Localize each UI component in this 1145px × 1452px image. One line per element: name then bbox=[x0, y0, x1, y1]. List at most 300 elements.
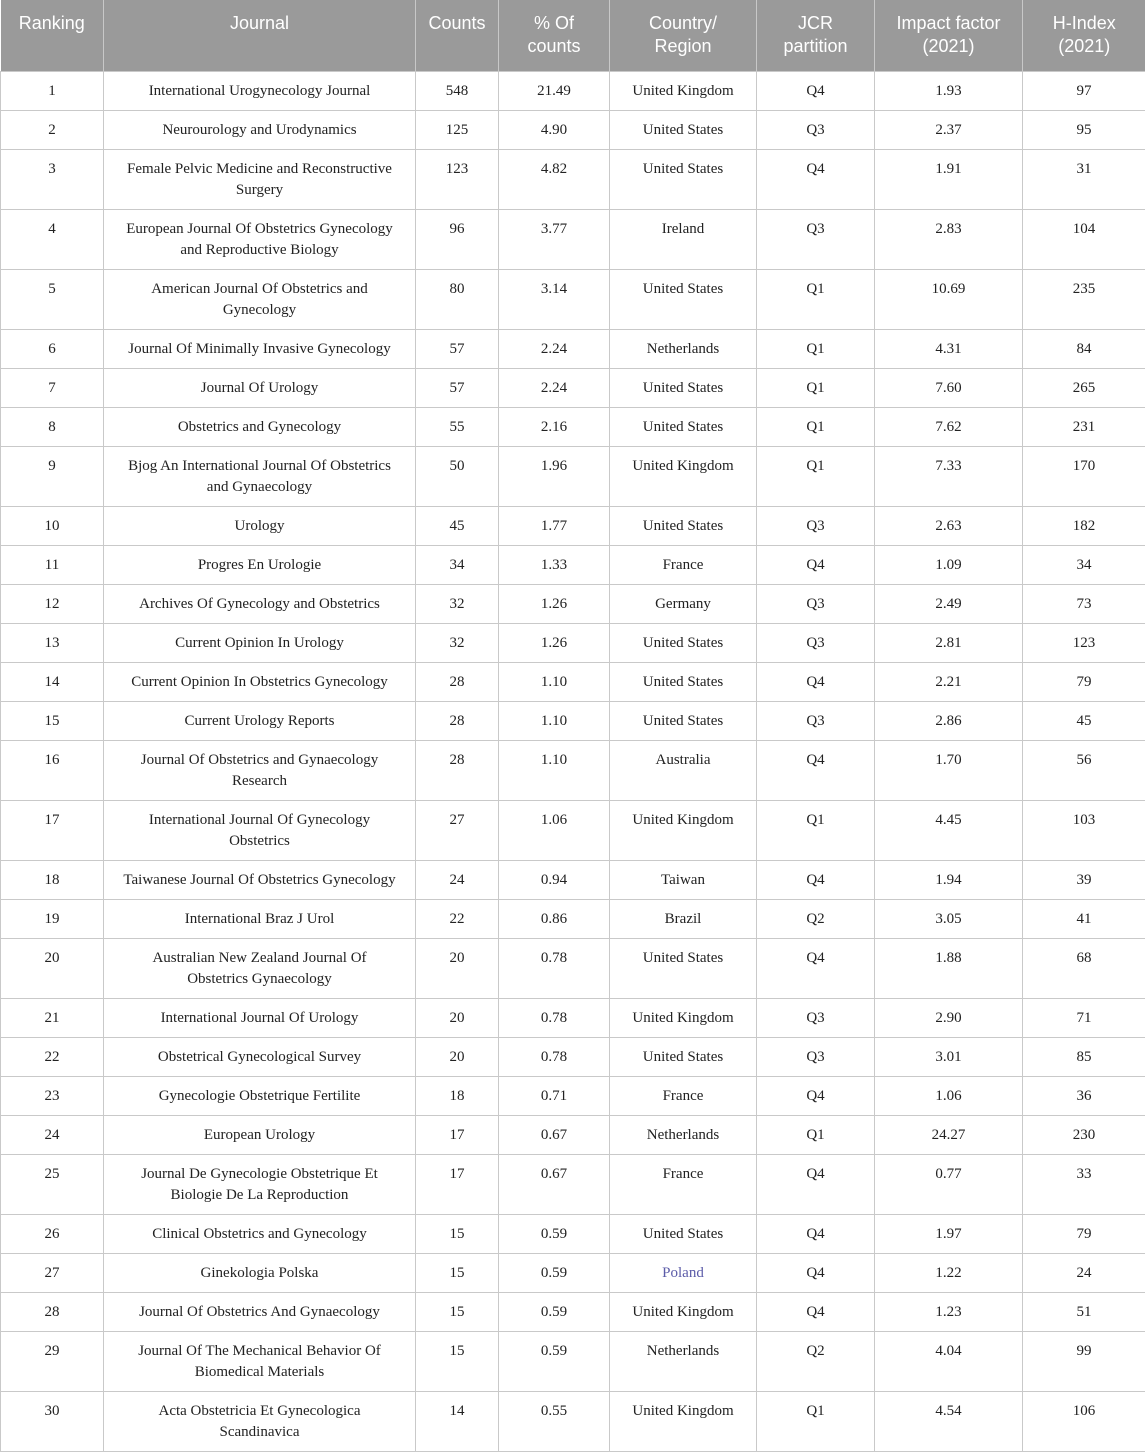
journal-name-line1: Bjog An International Journal Of Obstetrics bbox=[128, 458, 391, 474]
cell-impact-factor: 1.93 bbox=[875, 71, 1023, 110]
cell-ranking: 20 bbox=[1, 938, 104, 998]
table-row bbox=[1, 1037, 1145, 1076]
cell-percent-counts: 4.82 bbox=[499, 149, 610, 209]
journal-name-line1: Journal Of Obstetrics and Gynaecology bbox=[141, 752, 378, 768]
cell-ranking: 8 bbox=[1, 407, 104, 446]
cell-percent-counts: 1.06 bbox=[499, 800, 610, 860]
journal-name-line1: Acta Obstetricia Et Gynecologica bbox=[158, 1403, 360, 1419]
table-row bbox=[1, 71, 1145, 110]
journal-name-line1: Current Urology Reports bbox=[185, 713, 335, 729]
journal-name-line1: Neurourology and Urodynamics bbox=[162, 122, 356, 138]
cell-h-index: 104 bbox=[1023, 209, 1145, 269]
cell-impact-factor: 1.88 bbox=[875, 938, 1023, 998]
cell-impact-factor: 2.81 bbox=[875, 623, 1023, 662]
cell-percent-counts: 0.78 bbox=[499, 938, 610, 998]
cell-journal bbox=[104, 662, 416, 701]
cell-counts: 96 bbox=[416, 209, 499, 269]
header-journal bbox=[104, 0, 416, 71]
cell-ranking: 4 bbox=[1, 209, 104, 269]
cell-ranking: 28 bbox=[1, 1292, 104, 1331]
cell-ranking: 21 bbox=[1, 998, 104, 1037]
header-h-line2: (2021) bbox=[1058, 36, 1110, 56]
journal-name-line1: European Journal Of Obstetrics Gynecology bbox=[126, 221, 393, 237]
journal-name-line2: Biologie De La Reproduction bbox=[171, 1187, 349, 1203]
cell-counts: 15 bbox=[416, 1292, 499, 1331]
cell-journal bbox=[104, 740, 416, 800]
cell-impact-factor: 0.77 bbox=[875, 1154, 1023, 1214]
cell-country: United States bbox=[610, 662, 757, 701]
cell-impact-factor: 7.62 bbox=[875, 407, 1023, 446]
cell-percent-counts: 1.26 bbox=[499, 623, 610, 662]
cell-percent-counts: 0.59 bbox=[499, 1253, 610, 1292]
cell-journal bbox=[104, 1292, 416, 1331]
cell-percent-counts: 21.49 bbox=[499, 71, 610, 110]
cell-ranking: 1 bbox=[1, 71, 104, 110]
cell-journal bbox=[104, 269, 416, 329]
cell-ranking: 14 bbox=[1, 662, 104, 701]
journal-name-line1: Journal De Gynecologie Obstetrique Et bbox=[141, 1166, 378, 1182]
cell-impact-factor: 10.69 bbox=[875, 269, 1023, 329]
header-jcr-line1: JCR bbox=[798, 13, 833, 33]
cell-percent-counts: 0.59 bbox=[499, 1292, 610, 1331]
table-body bbox=[1, 71, 1145, 1451]
table-row bbox=[1, 1292, 1145, 1331]
cell-jcr-partition: Q4 bbox=[757, 545, 875, 584]
cell-country: United States bbox=[610, 1037, 757, 1076]
table-row bbox=[1, 899, 1145, 938]
cell-country: United States bbox=[610, 407, 757, 446]
cell-ranking: 19 bbox=[1, 899, 104, 938]
cell-impact-factor: 1.70 bbox=[875, 740, 1023, 800]
cell-h-index: 106 bbox=[1023, 1391, 1145, 1451]
cell-impact-factor: 2.37 bbox=[875, 110, 1023, 149]
cell-counts: 28 bbox=[416, 701, 499, 740]
cell-h-index: 24 bbox=[1023, 1253, 1145, 1292]
cell-counts: 548 bbox=[416, 71, 499, 110]
cell-h-index: 68 bbox=[1023, 938, 1145, 998]
cell-ranking: 5 bbox=[1, 269, 104, 329]
cell-percent-counts: 3.77 bbox=[499, 209, 610, 269]
journal-name-line1: International Urogynecology Journal bbox=[149, 83, 371, 99]
cell-percent-counts: 1.10 bbox=[499, 662, 610, 701]
cell-jcr-partition: Q1 bbox=[757, 269, 875, 329]
journal-name-line2: Obstetrics bbox=[229, 833, 290, 849]
journal-name-line1: Taiwanese Journal Of Obstetrics Gynecology bbox=[123, 872, 395, 888]
cell-ranking: 7 bbox=[1, 368, 104, 407]
cell-country: Netherlands bbox=[610, 1115, 757, 1154]
journal-name-line1: Journal Of The Mechanical Behavior Of bbox=[138, 1343, 381, 1359]
cell-impact-factor: 4.45 bbox=[875, 800, 1023, 860]
cell-jcr-partition: Q2 bbox=[757, 1331, 875, 1391]
cell-h-index: 34 bbox=[1023, 545, 1145, 584]
header-ranking bbox=[1, 0, 104, 71]
cell-country: United States bbox=[610, 269, 757, 329]
cell-jcr-partition: Q3 bbox=[757, 998, 875, 1037]
cell-jcr-partition: Q4 bbox=[757, 860, 875, 899]
journal-name-line1: Obstetrical Gynecological Survey bbox=[158, 1049, 361, 1065]
cell-impact-factor: 2.83 bbox=[875, 209, 1023, 269]
cell-ranking: 25 bbox=[1, 1154, 104, 1214]
cell-jcr-partition: Q1 bbox=[757, 1115, 875, 1154]
cell-jcr-partition: Q4 bbox=[757, 71, 875, 110]
cell-ranking: 29 bbox=[1, 1331, 104, 1391]
header-country-line2: Region bbox=[654, 36, 711, 56]
header-counts bbox=[416, 0, 499, 71]
cell-h-index: 71 bbox=[1023, 998, 1145, 1037]
journal-name-line2: Research bbox=[232, 773, 287, 789]
cell-percent-counts: 0.67 bbox=[499, 1115, 610, 1154]
cell-journal bbox=[104, 329, 416, 368]
cell-jcr-partition: Q3 bbox=[757, 110, 875, 149]
journal-name-line2: and Reproductive Biology bbox=[180, 242, 338, 258]
table-row bbox=[1, 446, 1145, 506]
cell-journal bbox=[104, 209, 416, 269]
cell-impact-factor: 1.09 bbox=[875, 545, 1023, 584]
cell-percent-counts: 1.10 bbox=[499, 701, 610, 740]
header-jcr-line2: partition bbox=[783, 36, 847, 56]
journal-name-line1: Clinical Obstetrics and Gynecology bbox=[152, 1226, 367, 1242]
cell-counts: 50 bbox=[416, 446, 499, 506]
journal-name-line1: Ginekologia Polska bbox=[201, 1265, 319, 1281]
cell-percent-counts: 2.24 bbox=[499, 329, 610, 368]
cell-journal bbox=[104, 368, 416, 407]
journal-name-line1: Archives Of Gynecology and Obstetrics bbox=[139, 596, 380, 612]
cell-country: Germany bbox=[610, 584, 757, 623]
cell-h-index: 265 bbox=[1023, 368, 1145, 407]
cell-impact-factor: 1.06 bbox=[875, 1076, 1023, 1115]
journal-name-line1: Obstetrics and Gynecology bbox=[178, 419, 341, 435]
cell-percent-counts: 3.14 bbox=[499, 269, 610, 329]
table-row bbox=[1, 545, 1145, 584]
table-row bbox=[1, 584, 1145, 623]
cell-percent-counts: 0.78 bbox=[499, 1037, 610, 1076]
cell-journal bbox=[104, 701, 416, 740]
cell-h-index: 235 bbox=[1023, 269, 1145, 329]
journal-name-line1: Journal Of Minimally Invasive Gynecology bbox=[128, 341, 390, 357]
journal-name-line1: International Journal Of Urology bbox=[161, 1010, 359, 1026]
cell-jcr-partition: Q3 bbox=[757, 1037, 875, 1076]
cell-counts: 15 bbox=[416, 1253, 499, 1292]
cell-country: United Kingdom bbox=[610, 800, 757, 860]
cell-counts: 15 bbox=[416, 1214, 499, 1253]
cell-counts: 20 bbox=[416, 1037, 499, 1076]
cell-impact-factor: 1.91 bbox=[875, 149, 1023, 209]
cell-country: United States bbox=[610, 368, 757, 407]
cell-counts: 27 bbox=[416, 800, 499, 860]
table-row bbox=[1, 329, 1145, 368]
cell-counts: 80 bbox=[416, 269, 499, 329]
cell-impact-factor: 7.60 bbox=[875, 368, 1023, 407]
cell-country: Ireland bbox=[610, 209, 757, 269]
header-impact-factor bbox=[875, 0, 1023, 71]
table-row bbox=[1, 740, 1145, 800]
cell-jcr-partition: Q1 bbox=[757, 368, 875, 407]
cell-impact-factor: 3.01 bbox=[875, 1037, 1023, 1076]
cell-ranking: 16 bbox=[1, 740, 104, 800]
cell-h-index: 85 bbox=[1023, 1037, 1145, 1076]
cell-jcr-partition: Q3 bbox=[757, 209, 875, 269]
cell-impact-factor: 1.23 bbox=[875, 1292, 1023, 1331]
cell-impact-factor: 4.31 bbox=[875, 329, 1023, 368]
cell-h-index: 231 bbox=[1023, 407, 1145, 446]
cell-country: France bbox=[610, 1076, 757, 1115]
cell-counts: 15 bbox=[416, 1331, 499, 1391]
cell-jcr-partition: Q4 bbox=[757, 938, 875, 998]
cell-jcr-partition: Q4 bbox=[757, 1292, 875, 1331]
cell-ranking: 18 bbox=[1, 860, 104, 899]
header-row bbox=[1, 0, 1145, 71]
table-row bbox=[1, 1115, 1145, 1154]
cell-country: Netherlands bbox=[610, 329, 757, 368]
cell-percent-counts: 0.55 bbox=[499, 1391, 610, 1451]
cell-jcr-partition: Q1 bbox=[757, 800, 875, 860]
cell-counts: 32 bbox=[416, 623, 499, 662]
cell-jcr-partition: Q4 bbox=[757, 1253, 875, 1292]
table-row bbox=[1, 1076, 1145, 1115]
cell-h-index: 79 bbox=[1023, 1214, 1145, 1253]
cell-h-index: 41 bbox=[1023, 899, 1145, 938]
table-row bbox=[1, 506, 1145, 545]
journal-name-line1: Current Opinion In Obstetrics Gynecology bbox=[131, 674, 388, 690]
cell-h-index: 99 bbox=[1023, 1331, 1145, 1391]
cell-counts: 17 bbox=[416, 1154, 499, 1214]
cell-h-index: 33 bbox=[1023, 1154, 1145, 1214]
cell-journal bbox=[104, 998, 416, 1037]
cell-country: Taiwan bbox=[610, 860, 757, 899]
table-row bbox=[1, 623, 1145, 662]
cell-ranking: 3 bbox=[1, 149, 104, 209]
header-country bbox=[610, 0, 757, 71]
cell-journal bbox=[104, 1154, 416, 1214]
cell-counts: 22 bbox=[416, 899, 499, 938]
cell-h-index: 39 bbox=[1023, 860, 1145, 899]
header-h-line1: H-Index bbox=[1053, 13, 1116, 33]
cell-counts: 18 bbox=[416, 1076, 499, 1115]
journal-name-line2: Scandinavica bbox=[220, 1424, 300, 1440]
cell-jcr-partition: Q1 bbox=[757, 446, 875, 506]
journal-name-line1: Journal Of Urology bbox=[201, 380, 318, 396]
table-row bbox=[1, 662, 1145, 701]
cell-country: United States bbox=[610, 623, 757, 662]
journal-name-line1: International Journal Of Gynecology bbox=[149, 812, 370, 828]
cell-ranking: 2 bbox=[1, 110, 104, 149]
cell-journal bbox=[104, 1115, 416, 1154]
cell-jcr-partition: Q4 bbox=[757, 1154, 875, 1214]
cell-ranking: 22 bbox=[1, 1037, 104, 1076]
cell-journal bbox=[104, 1037, 416, 1076]
cell-counts: 45 bbox=[416, 506, 499, 545]
journal-name-line1: Journal Of Obstetrics And Gynaecology bbox=[139, 1304, 380, 1320]
cell-ranking: 24 bbox=[1, 1115, 104, 1154]
cell-h-index: 45 bbox=[1023, 701, 1145, 740]
cell-counts: 20 bbox=[416, 938, 499, 998]
journal-name-line2: Obstetrics Gynaecology bbox=[187, 971, 332, 987]
cell-journal bbox=[104, 1253, 416, 1292]
cell-impact-factor: 2.86 bbox=[875, 701, 1023, 740]
cell-percent-counts: 1.33 bbox=[499, 545, 610, 584]
cell-country: United Kingdom bbox=[610, 1292, 757, 1331]
cell-ranking: 10 bbox=[1, 506, 104, 545]
cell-journal bbox=[104, 407, 416, 446]
cell-impact-factor: 1.97 bbox=[875, 1214, 1023, 1253]
cell-country: United States bbox=[610, 938, 757, 998]
cell-ranking: 30 bbox=[1, 1391, 104, 1451]
cell-journal bbox=[104, 1076, 416, 1115]
cell-journal bbox=[104, 623, 416, 662]
header-percent-counts bbox=[499, 0, 610, 71]
table-row bbox=[1, 800, 1145, 860]
cell-jcr-partition: Q4 bbox=[757, 149, 875, 209]
cell-impact-factor: 7.33 bbox=[875, 446, 1023, 506]
table-row bbox=[1, 1214, 1145, 1253]
cell-journal bbox=[104, 71, 416, 110]
cell-ranking: 17 bbox=[1, 800, 104, 860]
cell-jcr-partition: Q1 bbox=[757, 329, 875, 368]
cell-jcr-partition: Q4 bbox=[757, 1076, 875, 1115]
cell-impact-factor: 4.54 bbox=[875, 1391, 1023, 1451]
cell-h-index: 79 bbox=[1023, 662, 1145, 701]
cell-country: United Kingdom bbox=[610, 71, 757, 110]
cell-percent-counts: 0.86 bbox=[499, 899, 610, 938]
table-row bbox=[1, 149, 1145, 209]
cell-jcr-partition: Q1 bbox=[757, 1391, 875, 1451]
cell-counts: 14 bbox=[416, 1391, 499, 1451]
journal-name-line1: European Urology bbox=[204, 1127, 315, 1143]
cell-country: United Kingdom bbox=[610, 998, 757, 1037]
cell-jcr-partition: Q4 bbox=[757, 1214, 875, 1253]
cell-counts: 125 bbox=[416, 110, 499, 149]
cell-h-index: 36 bbox=[1023, 1076, 1145, 1115]
cell-h-index: 97 bbox=[1023, 71, 1145, 110]
cell-impact-factor: 2.21 bbox=[875, 662, 1023, 701]
cell-h-index: 95 bbox=[1023, 110, 1145, 149]
journal-name-line1: American Journal Of Obstetrics and bbox=[151, 281, 368, 297]
cell-impact-factor: 4.04 bbox=[875, 1331, 1023, 1391]
cell-impact-factor: 1.94 bbox=[875, 860, 1023, 899]
cell-ranking: 27 bbox=[1, 1253, 104, 1292]
cell-impact-factor: 2.90 bbox=[875, 998, 1023, 1037]
journal-name-line2: Surgery bbox=[236, 182, 283, 198]
cell-journal bbox=[104, 1391, 416, 1451]
cell-ranking: 13 bbox=[1, 623, 104, 662]
cell-percent-counts: 0.94 bbox=[499, 860, 610, 899]
header-counts-text: Counts bbox=[428, 13, 485, 33]
cell-country: United States bbox=[610, 110, 757, 149]
cell-journal bbox=[104, 110, 416, 149]
cell-h-index: 31 bbox=[1023, 149, 1145, 209]
cell-impact-factor: 3.05 bbox=[875, 899, 1023, 938]
cell-country: France bbox=[610, 545, 757, 584]
cell-counts: 28 bbox=[416, 662, 499, 701]
table-row bbox=[1, 860, 1145, 899]
cell-country: United States bbox=[610, 149, 757, 209]
journal-name-line1: Gynecologie Obstetrique Fertilite bbox=[159, 1088, 361, 1104]
table-row bbox=[1, 1331, 1145, 1391]
cell-counts: 55 bbox=[416, 407, 499, 446]
table-row bbox=[1, 368, 1145, 407]
cell-ranking: 15 bbox=[1, 701, 104, 740]
cell-counts: 123 bbox=[416, 149, 499, 209]
header-h-index bbox=[1023, 0, 1145, 71]
cell-country: United Kingdom bbox=[610, 1391, 757, 1451]
cell-h-index: 84 bbox=[1023, 329, 1145, 368]
cell-percent-counts: 0.59 bbox=[499, 1214, 610, 1253]
cell-percent-counts: 1.77 bbox=[499, 506, 610, 545]
table-row bbox=[1, 1253, 1145, 1292]
cell-journal bbox=[104, 860, 416, 899]
journal-name-line2: Biomedical Materials bbox=[195, 1364, 325, 1380]
cell-counts: 57 bbox=[416, 329, 499, 368]
cell-impact-factor: 1.22 bbox=[875, 1253, 1023, 1292]
cell-h-index: 51 bbox=[1023, 1292, 1145, 1331]
cell-jcr-partition: Q2 bbox=[757, 899, 875, 938]
table-header bbox=[1, 0, 1145, 71]
table-row bbox=[1, 1391, 1145, 1451]
cell-country: Australia bbox=[610, 740, 757, 800]
journal-name-line1: International Braz J Urol bbox=[185, 911, 335, 927]
cell-h-index: 56 bbox=[1023, 740, 1145, 800]
table-row bbox=[1, 269, 1145, 329]
journal-name-line1: Progres En Urologie bbox=[198, 557, 321, 573]
cell-percent-counts: 2.16 bbox=[499, 407, 610, 446]
cell-percent-counts: 4.90 bbox=[499, 110, 610, 149]
journal-name-line1: Female Pelvic Medicine and Reconstructive bbox=[127, 161, 392, 177]
cell-journal bbox=[104, 899, 416, 938]
header-if-line1: Impact factor bbox=[896, 13, 1000, 33]
cell-impact-factor: 2.63 bbox=[875, 506, 1023, 545]
cell-h-index: 73 bbox=[1023, 584, 1145, 623]
journal-name-line2: and Gynaecology bbox=[207, 479, 312, 495]
table-row bbox=[1, 938, 1145, 998]
cell-country: United States bbox=[610, 506, 757, 545]
cell-percent-counts: 1.26 bbox=[499, 584, 610, 623]
cell-journal bbox=[104, 584, 416, 623]
cell-ranking: 6 bbox=[1, 329, 104, 368]
header-percent-line1: % Of bbox=[534, 13, 574, 33]
cell-ranking: 26 bbox=[1, 1214, 104, 1253]
cell-percent-counts: 0.59 bbox=[499, 1331, 610, 1391]
header-if-line2: (2021) bbox=[922, 36, 974, 56]
cell-percent-counts: 1.10 bbox=[499, 740, 610, 800]
table-row bbox=[1, 209, 1145, 269]
cell-impact-factor: 2.49 bbox=[875, 584, 1023, 623]
table-row bbox=[1, 1154, 1145, 1214]
cell-country: United States bbox=[610, 1214, 757, 1253]
cell-country: Brazil bbox=[610, 899, 757, 938]
cell-journal bbox=[104, 938, 416, 998]
table-row bbox=[1, 110, 1145, 149]
cell-country: France bbox=[610, 1154, 757, 1214]
cell-journal bbox=[104, 545, 416, 584]
cell-percent-counts: 0.71 bbox=[499, 1076, 610, 1115]
cell-jcr-partition: Q3 bbox=[757, 623, 875, 662]
cell-counts: 24 bbox=[416, 860, 499, 899]
cell-counts: 57 bbox=[416, 368, 499, 407]
cell-counts: 28 bbox=[416, 740, 499, 800]
cell-jcr-partition: Q3 bbox=[757, 701, 875, 740]
cell-journal bbox=[104, 149, 416, 209]
cell-ranking: 11 bbox=[1, 545, 104, 584]
cell-percent-counts: 2.24 bbox=[499, 368, 610, 407]
cell-counts: 32 bbox=[416, 584, 499, 623]
header-jcr bbox=[757, 0, 875, 71]
cell-journal bbox=[104, 446, 416, 506]
cell-h-index: 123 bbox=[1023, 623, 1145, 662]
cell-h-index: 170 bbox=[1023, 446, 1145, 506]
cell-jcr-partition: Q4 bbox=[757, 740, 875, 800]
cell-ranking: 23 bbox=[1, 1076, 104, 1115]
cell-jcr-partition: Q1 bbox=[757, 407, 875, 446]
